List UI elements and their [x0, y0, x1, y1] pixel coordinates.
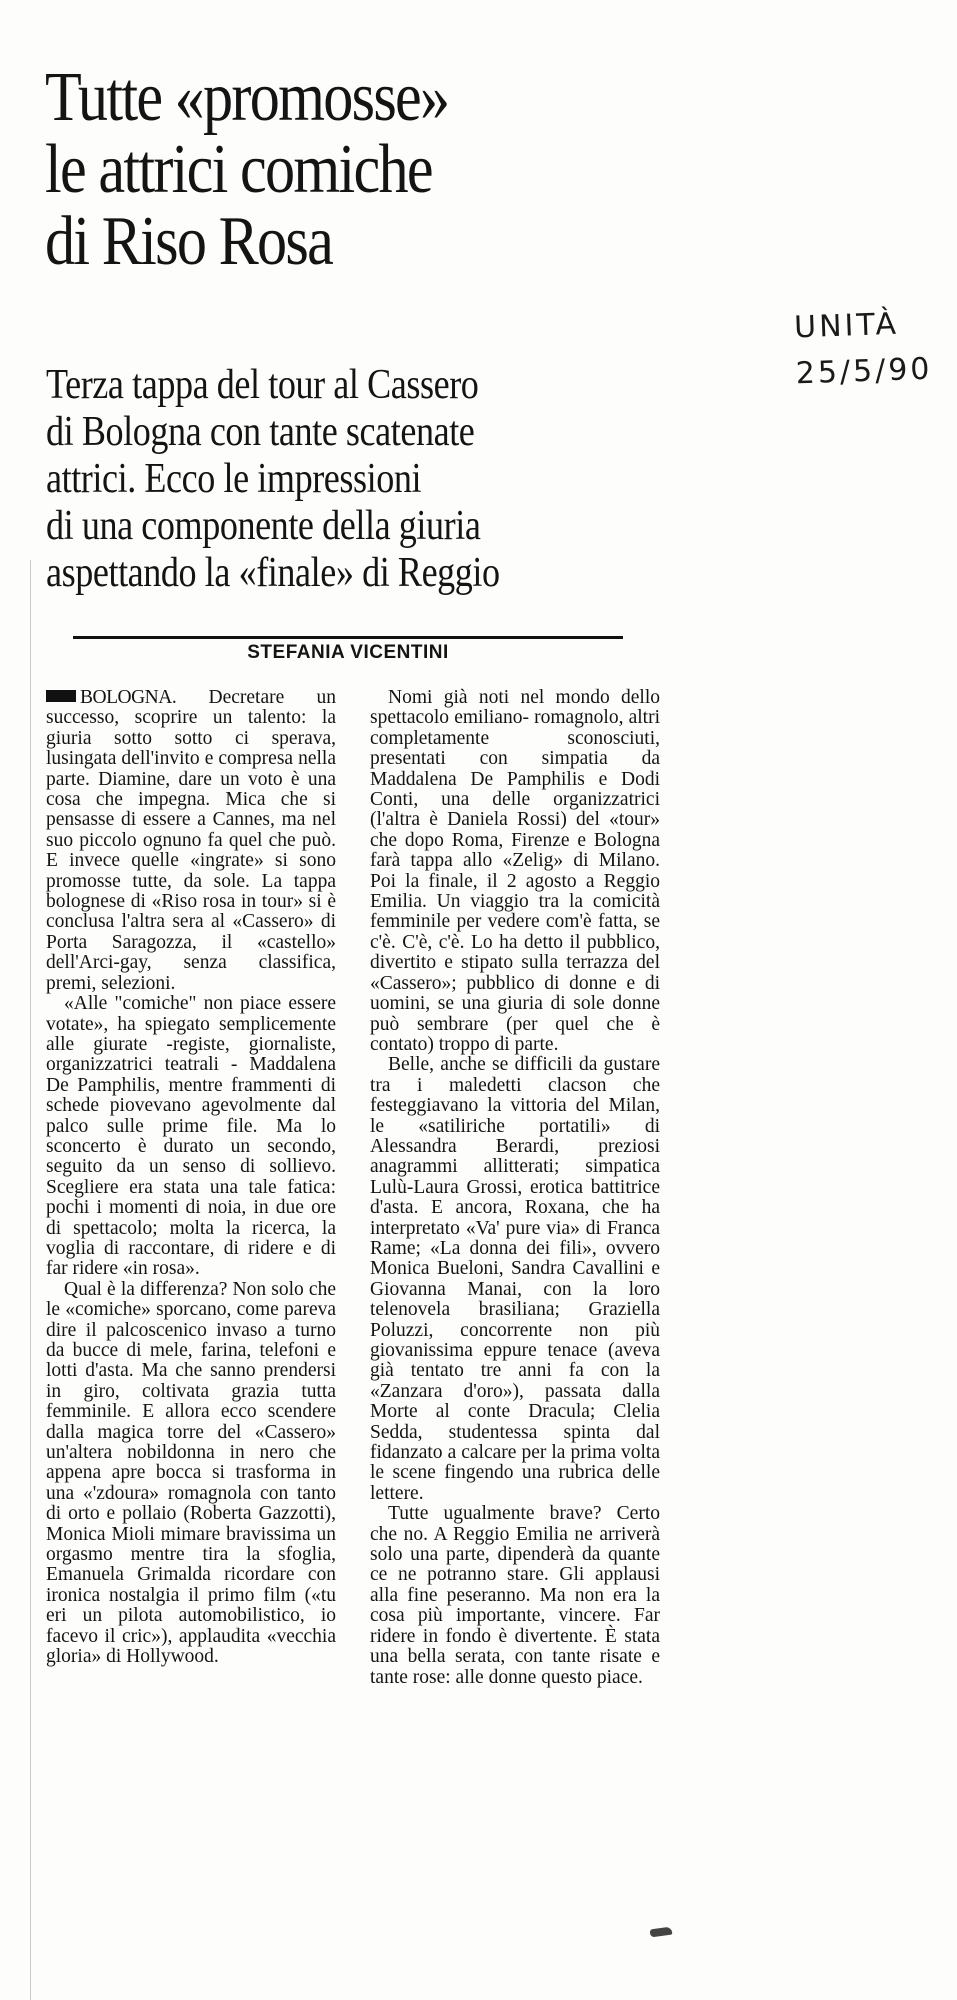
- article-paragraph: Nomi già noti nel mondo dello spettacolo emiliano- romagnolo, altri completamente sconosciuti, presentati con simpatia da Maddalena De Pamphilis e Dodi Conti, una delle organizzatrici (l'altra è Daniela Rossi) del «tour» che dopo Roma, Firenze e Bologna farà tappa allo «Zelig» di Milano. Poi la finale, il 2 agosto a Reggio Emilia. Un viaggio tra la comicità femminile per vedere com'è fatta, se c'è. C'è, c'è. Lo ha detto il pubblico, divertito e stipato sulla terrazza del «Cassero»; pubblico di donne e di uomini, se una giuria di sole donne può sembrare (per quel che è contato) troppo di parte.: [370, 687, 660, 1055]
- dateline-marker-icon: [46, 690, 76, 702]
- subheadline: [46, 362, 500, 597]
- note-source: UNITÀ: [793, 306, 900, 346]
- subhead-line: di una componente della giuria: [46, 503, 481, 549]
- subhead-line: attrici. Ecco le impressioni: [46, 456, 422, 502]
- note-date: 25/5/90: [795, 351, 934, 392]
- article-column-1: [46, 688, 336, 1668]
- headline-line: Tutte «promosse»: [45, 59, 449, 136]
- article-paragraph: Belle, anche se difficili da gustare tra i maledetti clacson che festeggiavano la vittoria del Milan, le «satiliriche portatili» di Alessandra Berardi, preziosi anagrammi allitterati; simpatica Lulù-Laura Grossi, erotica battitrice d'asta. E ancora, Roxana, che ha interpretato «Va' pure via» di Franca Rame; «La donna dei fili», ovvero Monica Bueloni, Sandra Cavallini e Giovanna Manai, con la loro telenovela brasiliana; Graziella Poluzzi, concorrente non più giovanissima eppure tenace (aveva già tentato tre anni fa con la «Zanzara d'oro»), passata dalla Morte al conte Dracula; Clelia Sedda, studentessa spinta dal fidanzato a calcare per la prima volta le scene fingendo una rubrica delle lettere.: [370, 1054, 660, 1504]
- article-paragraph: Tutte ugualmente brave? Certo che no. A Reggio Emilia ne arriverà solo una parte, dipenderà da quante ce ne potranno stare. Gli applausi alla fine peseranno. Ma non era la cosa più importante, vincere. Far ridere in fondo è divertente. È stata una bella serata, con tante risate e tante rose: alle donne questo piace.: [370, 1503, 660, 1688]
- article-paragraph: [46, 688, 336, 994]
- page-margin-line: [30, 560, 31, 2000]
- end-mark-icon: [650, 1927, 673, 1938]
- handwritten-note: [794, 303, 934, 396]
- subhead-line: aspettando la «finale» di Reggio: [46, 550, 500, 596]
- headline-line: le attrici comiche: [45, 131, 432, 208]
- dateline: BOLOGNA.: [80, 687, 177, 708]
- byline: STEFANIA VICENTINI: [247, 642, 449, 663]
- byline-divider: [73, 636, 623, 639]
- subhead-line: Terza tappa del tour al Cassero: [46, 362, 479, 408]
- headline-line: di Riso Rosa: [45, 203, 333, 280]
- subhead-line: di Bologna con tante scatenate: [46, 409, 475, 455]
- article-paragraph: Qual è la differenza? Non solo che le «comiche» sporcano, come pareva dire il palcoscenico invaso a turno da bucce di mele, farina, telefoni e lotti d'asta. Ma che sanno prendersi in giro, coltivata grazia tutta femminile. E allora ecco scendere dalla magica torre del «Cassero» un'altera nobildonna in nero che appena apre bocca si trasforma in una «'zdoura» romagnola con tanto di orto e pollaio (Roberta Gazzotti), Monica Mioli mimare bravissima un orgasmo mentre tira la sfoglia, Emanuela Grimalda ricordare con ironica nostalgia il primo film («tu eri un pilota automobilistico, io facevo il cric»), applaudita «vecchia gloria» di Hollywood.: [46, 1278, 336, 1668]
- article-paragraph: «Alle "comiche" non piace essere votate», ha spiegato semplicemente alle giurate -registe, giornaliste, organizzatrici teatrali - Maddalena De Pamphilis, mentre frammenti di schede piovevano agevolmente dal palco sulle prime file. Ma lo sconcerto è durato un secondo, seguito da un senso di sollievo. Scegliere era stata una tale fatica: pochi i momenti di noia, in due ore di spettacolo; molta la ricerca, la voglia di raccontare, di ridere e di far ridere «in rosa».: [46, 993, 336, 1280]
- article-column-2: [370, 688, 660, 1688]
- headline: [45, 59, 449, 280]
- paragraph-text: Decretare un successo, scoprire un talento: la giuria sotto sotto ci sperava, lusingata dell'invito e compresa nella parte. Diamine, dare un voto è una cosa che impegna. Mica che si pensasse di essere a Cannes, ma nel suo piccolo ognuno fa quel che può. E invece quelle «ingrate» si sono promosse tutte, da sole. La tappa bolognese di «Riso rosa in tour» si è conclusa l'altra sera al «Cassero» di Porta Saragozza, il «castello» dell'Arci-gay, senza classifica, premi, selezioni.: [46, 687, 337, 994]
